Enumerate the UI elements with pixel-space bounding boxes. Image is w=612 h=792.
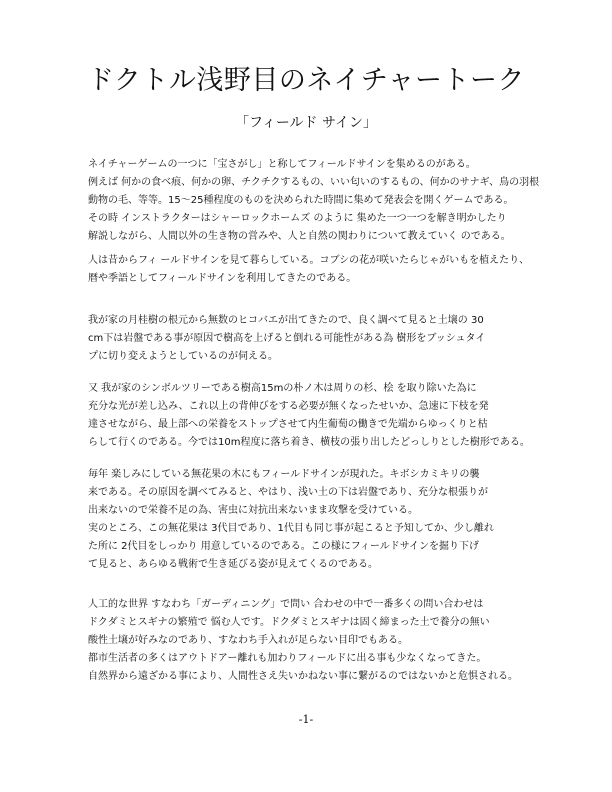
- paragraph-magnolia: [88, 380, 528, 452]
- text-line: た所に 2代目をしっかり 用意しているのである。この様にフィールドサインを掘り下げ: [88, 541, 480, 552]
- text-line: 自然界から遠ざかる事により、人間性さえ失いかねない事に繋がるのではないかと危惧される。: [88, 671, 518, 682]
- text-line: 充分な光が差し込み、これ以上の背伸びをする必要が無くなったせいか、急速に下枝を発: [88, 401, 489, 412]
- text-line: 動物の毛、等等。15〜25種程度のものを決められた時間に集めて発表会を開くゲームである。: [88, 195, 514, 206]
- text-line: その時 インストラクターはシャーロックホームズ のように 集めた一つ一つを解き明かしたり: [88, 213, 507, 224]
- text-line: 人は昔からフィ ールドサインを見て暮らしている。コブシの花が咲いたらじゃがいもを植えたり、: [88, 255, 530, 266]
- text-line: 来である。その原因を調べてみると、やはり、浅い土の下は岩盤であり、充分な根張りが: [88, 487, 488, 498]
- text-line: て見ると、あらゆる戦術で生き延びる姿が見えてくるのである。: [88, 559, 378, 570]
- paragraph-laurel: [88, 312, 528, 366]
- text-line: 我が家の月桂樹の根元から無数のヒコバエが出てきたので、良く調べて見ると土壌の 30: [88, 315, 484, 326]
- text-line: 出来ないので栄養不足の為、害虫に対抗出来ないまま攻撃を受けている。: [88, 505, 418, 516]
- paragraph-people-signs: [88, 252, 528, 288]
- text-line: 達させながら、最上部への栄養をストップさせて内生葡萄の働きで先端からゆっくりと枯: [88, 419, 488, 430]
- page-number: -1-: [298, 713, 314, 726]
- text-line: 実のところ、この無花果は 3代目であり、1代目も同じ事が起こると予知してか、少し離れ: [88, 523, 494, 534]
- page-subtitle: 「フィールド サイン」: [234, 115, 378, 131]
- text-line: 解説しながら、人間以外の生き物の営みや、人と自然の関わりについて教えていく のである。: [88, 231, 511, 242]
- paragraph-gardening: [88, 596, 528, 686]
- paragraph-nature-game: [88, 156, 540, 246]
- text-line: 又 我が家のシンボルツリーである樹高15mの朴ノ木は周りの杉、桧 を取り除いた為に: [88, 383, 477, 394]
- paragraph-fig-tree: [88, 466, 528, 574]
- text-line: 暦や季語としてフィールドサインを利用してきたのである。: [88, 273, 357, 284]
- text-line: ネイチャーゲームの一つに「宝さがし」と称してフィールドサインを集めるのがある。: [88, 159, 476, 170]
- page-title: ドクトル浅野目のネイチャートーク: [86, 65, 526, 96]
- text-line: 例えば 何かの食べ痕、何かの卵、チクチクするもの、いい匂いのするもの、何かのサナギ、鳥の羽根: [88, 177, 540, 188]
- text-line: ドクダミとスギナの繁殖で 悩む人です。ドクダミとスギナは固く締まった土で養分の無い: [88, 617, 490, 628]
- text-line: 酸性土壌が好みなのであり、すなわち手入れが足らない目印でもある。: [88, 635, 408, 646]
- text-line: らして行くのである。今では10m程度に落ち着き、横枝の張り出したどっしりとした樹形である。: [88, 437, 530, 448]
- text-line: 都市生活者の多くはアウトドアー離れも加わりフィールドに出る事も少なくなってきた。: [88, 653, 487, 664]
- text-line: cm下は岩盤である事が原因で樹高を上げると倒れる可能性がある為 樹形をブッシュタイ: [88, 333, 486, 344]
- text-line: プに切り変えようとしているのが伺える。: [88, 351, 278, 362]
- text-line: 人工的な世界 すなわち「ガーディニング」で問い 合わせの中で一番多くの問い合わせは: [88, 599, 484, 610]
- text-line: 毎年 楽しみにしている無花果の木にもフィールドサインが現れた。キボシカミキリの襲: [88, 469, 480, 480]
